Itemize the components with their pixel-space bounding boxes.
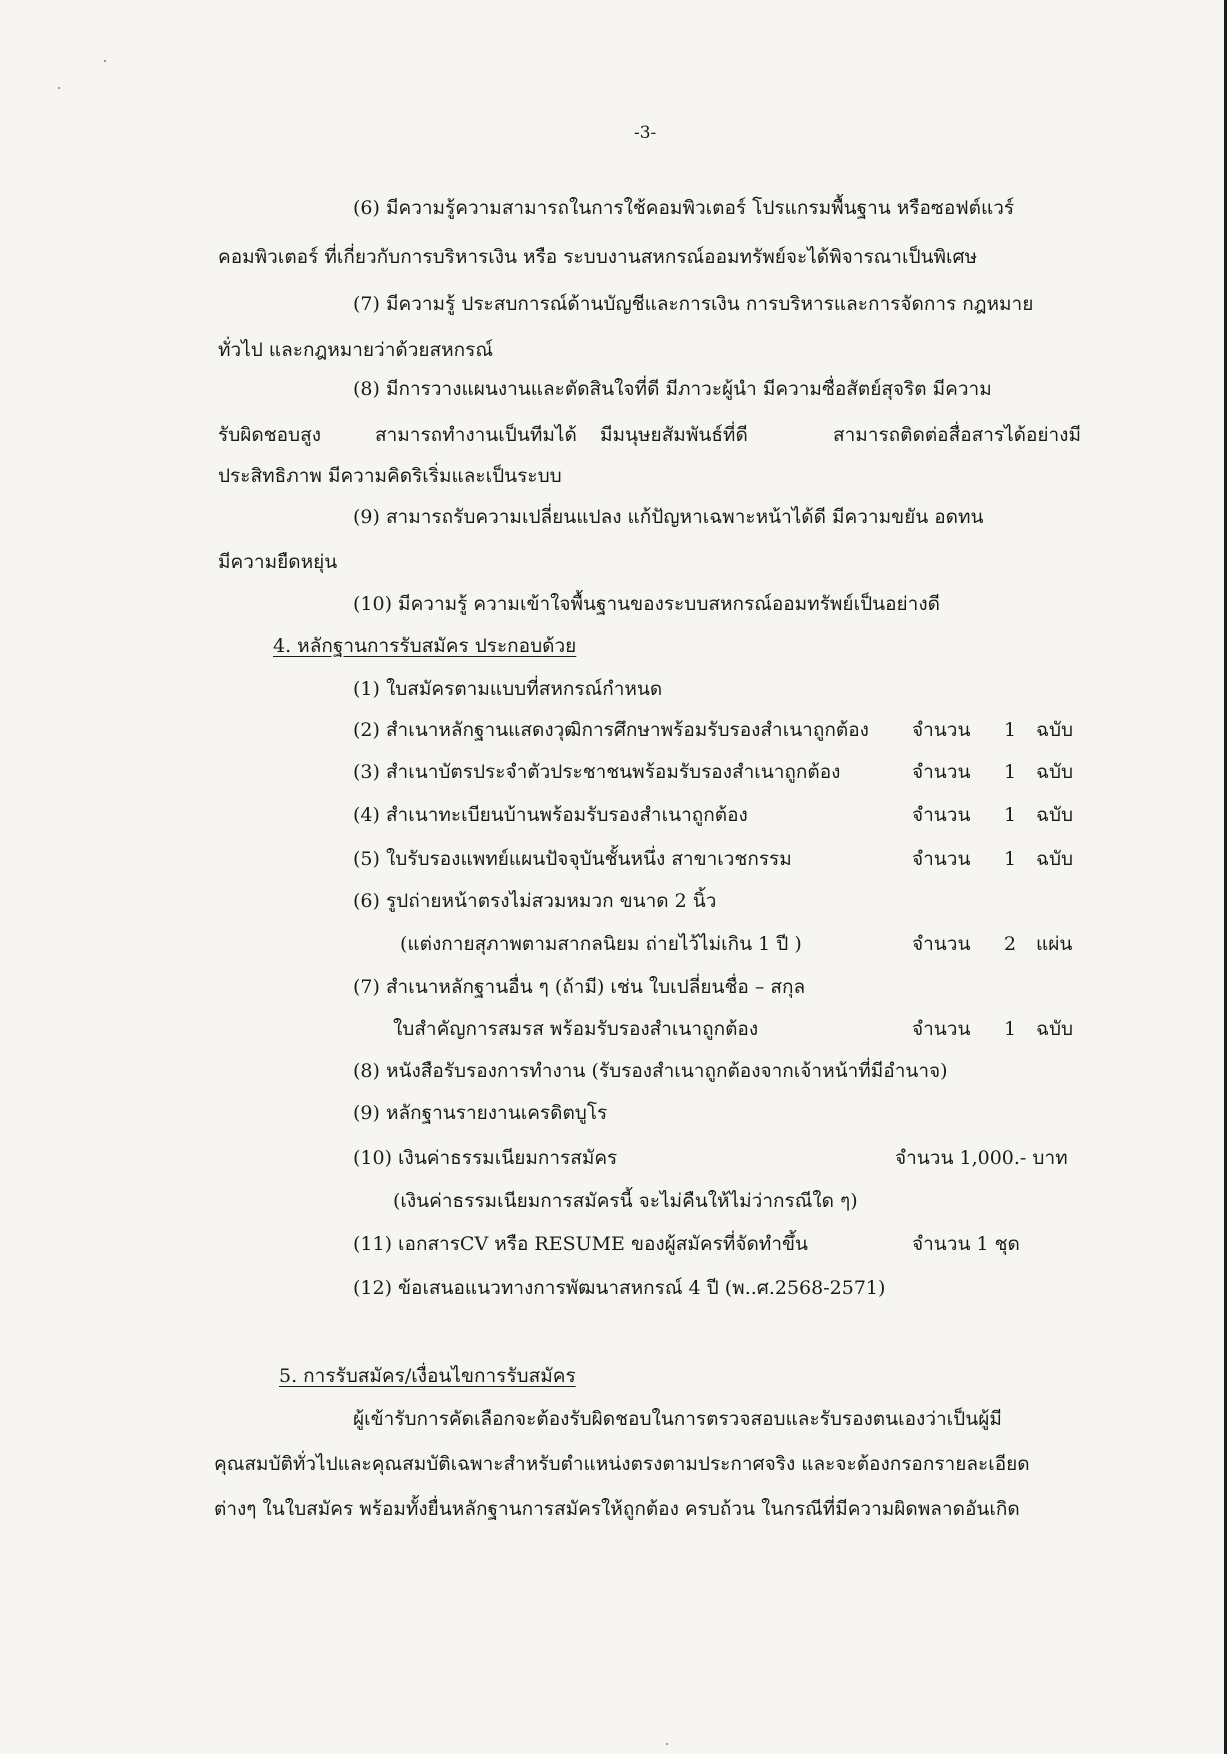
evidence-item-7-note: ใบสำคัญการสมรส พร้อมรับรองสำเนาถูกต้อง: [393, 1018, 759, 1040]
scan-speck: [58, 87, 60, 89]
evidence-item-5-unit: ฉบับ: [1036, 848, 1074, 870]
evidence-item-3-qty: 1: [1004, 761, 1017, 783]
qualification-8-line2a: รับผิดชอบสูง: [218, 424, 321, 446]
evidence-item-6-unit: แผ่น: [1036, 933, 1073, 955]
evidence-item-2: (2) สำเนาหลักฐานแสดงวุฒิการศึกษาพร้อมรับรองสำเนาถูกต้อง: [353, 719, 869, 741]
qualification-8-line1: (8) มีการวางแผนงานและตัดสินใจที่ดี มีภาวะผู้นำ มีความซื่อสัตย์สุจริต มีความ: [353, 378, 992, 400]
section5-line1: ผู้เข้ารับการคัดเลือกจะต้องรับผิดชอบในการตรวจสอบและรับรองตนเองว่าเป็นผู้มี: [353, 1408, 1002, 1430]
evidence-item-7-qty: 1: [1004, 1018, 1017, 1040]
evidence-item-10-note: (เงินค่าธรรมเนียมการสมัครนี้ จะไม่คืนให้ไม่ว่ากรณีใด ๆ): [393, 1190, 858, 1212]
qualification-6-line1: (6) มีความรู้ความสามารถในการใช้คอมพิวเตอร์ โปรแกรมพื้นฐาน หรือซอฟต์แวร์: [353, 197, 1015, 219]
evidence-item-6-note: (แต่งกายสุภาพตามสากลนิยม ถ่ายไว้ไม่เกิน 1 ปี ): [400, 933, 802, 955]
evidence-item-2-qty-label: จำนวน: [912, 719, 971, 741]
evidence-item-6: (6) รูปถ่ายหน้าตรงไม่สวมหมวก ขนาด 2 นิ้ว: [353, 890, 717, 912]
qualification-8-line2d: สามารถติดต่อสื่อสารได้อย่างมี: [833, 424, 1081, 446]
evidence-item-3-unit: ฉบับ: [1036, 761, 1074, 783]
qualification-6-line2: คอมพิวเตอร์ ที่เกี่ยวกับการบริหารเงิน หรือ ระบบงานสหกรณ์ออมทรัพย์จะได้พิจารณาเป็นพิเศษ: [218, 246, 978, 268]
qualification-8-line2c: มีมนุษยสัมพันธ์ที่ดี: [600, 424, 748, 446]
evidence-item-1: (1) ใบสมัครตามแบบที่สหกรณ์กำหนด: [353, 678, 663, 700]
evidence-item-11: (11) เอกสารCV หรือ RESUME ของผู้สมัครที่จัดทำขึ้น: [353, 1233, 808, 1255]
evidence-item-8: (8) หนังสือรับรองการทำงาน (รับรองสำเนาถูกต้องจากเจ้าหน้าที่มีอำนาจ): [353, 1060, 948, 1082]
evidence-item-4-unit: ฉบับ: [1036, 804, 1074, 826]
evidence-item-5-qty-label: จำนวน: [912, 848, 971, 870]
evidence-item-4-qty: 1: [1004, 804, 1017, 826]
evidence-item-2-unit: ฉบับ: [1036, 719, 1074, 741]
evidence-item-7: (7) สำเนาหลักฐานอื่น ๆ (ถ้ามี) เช่น ใบเปลี่ยนชื่อ – สกุล: [353, 976, 806, 998]
qualification-10: (10) มีความรู้ ความเข้าใจพื้นฐานของระบบสหกรณ์ออมทรัพย์เป็นอย่างดี: [353, 593, 940, 615]
section5-line3: ต่างๆ ในใบสมัคร พร้อมทั้งยื่นหลักฐานการสมัครให้ถูกต้อง ครบถ้วน ในกรณีที่มีความผิดพลาดอันเกิด: [214, 1498, 1020, 1520]
evidence-item-6-qty: 2: [1004, 933, 1017, 955]
page-number: -3-: [634, 123, 657, 143]
evidence-item-6-qty-label: จำนวน: [912, 933, 971, 955]
qualification-7-line2: ทั่วไป และกฎหมายว่าด้วยสหกรณ์: [218, 339, 493, 361]
qualification-9-line1: (9) สามารถรับความเปลี่ยนแปลง แก้ปัญหาเฉพาะหน้าได้ดี มีความขยัน อดทน: [353, 506, 984, 528]
evidence-item-7-qty-label: จำนวน: [912, 1018, 971, 1040]
qualification-9-line2: มีความยืดหยุ่น: [218, 551, 338, 573]
evidence-item-12: (12) ข้อเสนอแนวทางการพัฒนาสหกรณ์ 4 ปี (พ..ศ.2568-2571): [353, 1277, 886, 1299]
section5-heading: 5. การรับสมัคร/เงื่อนไขการรับสมัคร: [279, 1365, 576, 1387]
evidence-item-5-qty: 1: [1004, 848, 1017, 870]
evidence-item-11-qty: จำนวน 1 ชุด: [912, 1233, 1020, 1255]
qualification-8-line3: ประสิทธิภาพ มีความคิดริเริ่มและเป็นระบบ: [218, 465, 562, 487]
evidence-item-3-qty-label: จำนวน: [912, 761, 971, 783]
qualification-7-line1: (7) มีความรู้ ประสบการณ์ด้านบัญชีและการเงิน การบริหารและการจัดการ กฎหมาย: [353, 293, 1034, 315]
evidence-item-5: (5) ใบรับรองแพทย์แผนปัจจุบันชั้นหนึ่ง สาขาเวชกรรม: [353, 848, 792, 870]
section5-line2: คุณสมบัติทั่วไปและคุณสมบัติเฉพาะสำหรับตำแหน่งตรงตามประกาศจริง และจะต้องกรอกรายละเอียด: [214, 1453, 1030, 1475]
evidence-item-10-qty: จำนวน 1,000.- บาท: [895, 1147, 1068, 1169]
evidence-item-4: (4) สำเนาทะเบียนบ้านพร้อมรับรองสำเนาถูกต้อง: [353, 804, 748, 826]
evidence-item-10: (10) เงินค่าธรรมเนียมการสมัคร: [353, 1147, 618, 1169]
evidence-item-4-qty-label: จำนวน: [912, 804, 971, 826]
qualification-8-line2b: สามารถทำงานเป็นทีมได้: [375, 424, 577, 446]
scan-speck: [104, 60, 106, 62]
scan-speck: [666, 1743, 668, 1745]
evidence-item-2-qty: 1: [1004, 719, 1017, 741]
evidence-item-9: (9) หลักฐานรายงานเครดิตบูโร: [353, 1102, 608, 1124]
evidence-item-3: (3) สำเนาบัตรประจำตัวประชาชนพร้อมรับรองสำเนาถูกต้อง: [353, 761, 841, 783]
evidence-item-7-unit: ฉบับ: [1036, 1018, 1074, 1040]
section4-heading: 4. หลักฐานการรับสมัคร ประกอบด้วย: [273, 635, 577, 657]
